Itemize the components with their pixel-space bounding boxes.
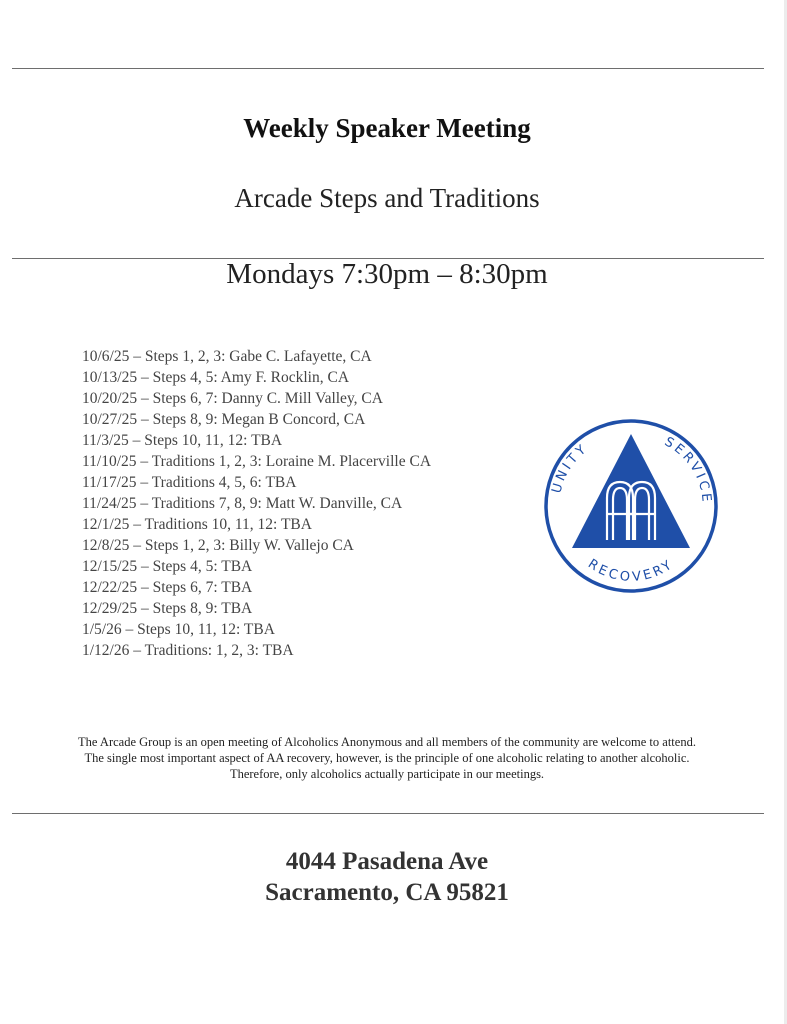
divider-top xyxy=(12,68,764,69)
divider-bottom xyxy=(12,813,764,814)
schedule-item: 10/6/25 – Steps 1, 2, 3: Gabe C. Lafayette, CA xyxy=(82,348,372,365)
speaker-schedule xyxy=(82,346,522,661)
logo-recovery-text: RECOVERY xyxy=(585,556,677,586)
description-line: The single most important aspect of AA recovery, however, is the principle of one alcoholic relating to another alcoholic. xyxy=(84,751,690,765)
schedule-item: 11/24/25 – Traditions 7, 8, 9: Matt W. Danville, CA xyxy=(82,495,403,512)
address-city: Sacramento, CA 95821 xyxy=(265,879,509,906)
schedule-item: 12/8/25 – Steps 1, 2, 3: Billy W. Vallejo CA xyxy=(82,537,354,554)
schedule-item: 10/27/25 – Steps 8, 9: Megan B Concord, CA xyxy=(82,411,366,428)
logo-service-text: SERVICE xyxy=(661,434,714,506)
schedule-item: 11/3/25 – Steps 10, 11, 12: TBA xyxy=(82,432,283,449)
meeting-address xyxy=(0,846,774,908)
description-line: The Arcade Group is an open meeting of Alcoholics Anonymous and all members of the community are welcome to attend. xyxy=(78,735,696,749)
page-subtitle: Arcade Steps and Traditions xyxy=(234,183,540,213)
schedule-item: 12/15/25 – Steps 4, 5: TBA xyxy=(82,558,253,575)
page-title: Weekly Speaker Meeting xyxy=(243,113,531,143)
schedule-item: 12/1/25 – Traditions 10, 11, 12: TBA xyxy=(82,516,312,533)
aa-logo-icon xyxy=(543,416,719,596)
schedule-item: 1/12/26 – Traditions: 1, 2, 3: TBA xyxy=(82,642,294,659)
schedule-item: 12/29/25 – Steps 8, 9: TBA xyxy=(82,600,253,617)
logo-unity-text: UNITY xyxy=(549,440,592,495)
schedule-item: 1/5/26 – Steps 10, 11, 12: TBA xyxy=(82,621,275,638)
description-line: Therefore, only alcoholics actually participate in our meetings. xyxy=(229,767,545,781)
schedule-item: 11/10/25 – Traditions 1, 2, 3: Loraine M. Placerville CA xyxy=(82,453,432,470)
schedule-item: 11/17/25 – Traditions 4, 5, 6: TBA xyxy=(82,474,297,491)
schedule-item: 12/22/25 – Steps 6, 7: TBA xyxy=(82,579,253,596)
address-street: 4044 Pasadena Ave xyxy=(285,848,489,875)
schedule-item: 10/13/25 – Steps 4, 5: Amy F. Rocklin, CA xyxy=(82,369,350,386)
group-description xyxy=(0,734,774,782)
schedule-item: 10/20/25 – Steps 6, 7: Danny C. Mill Valley, CA xyxy=(82,390,383,407)
meeting-time: Mondays 7:30pm – 8:30pm xyxy=(226,258,548,290)
